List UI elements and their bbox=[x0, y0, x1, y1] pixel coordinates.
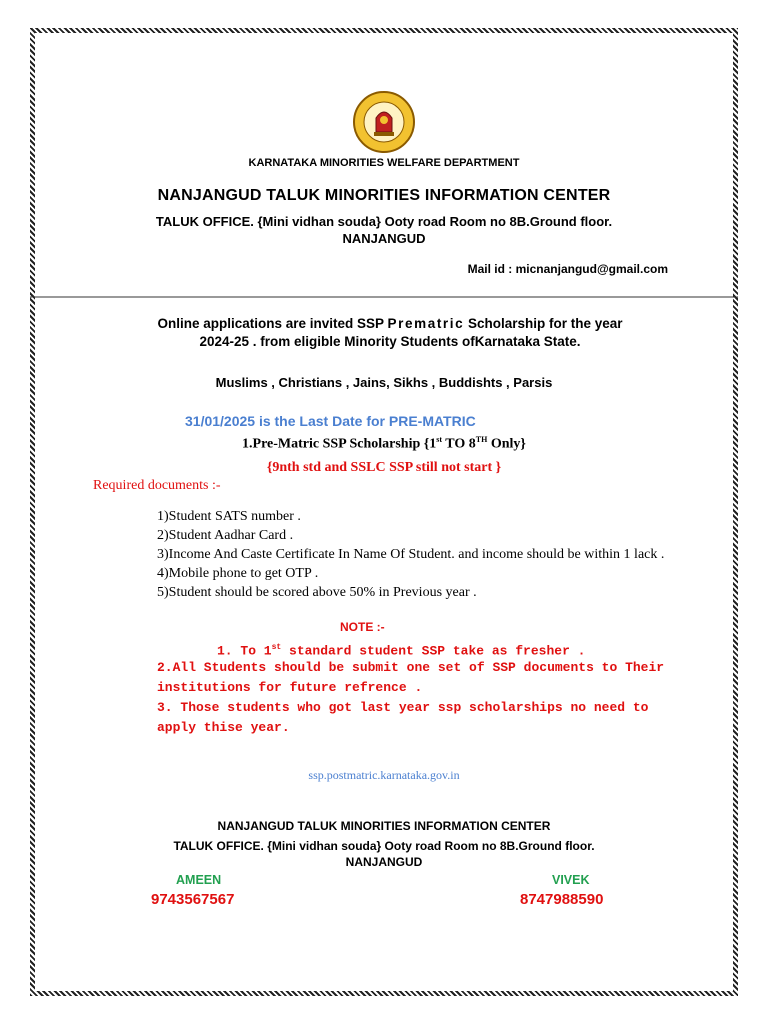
address-line-1: TALUK OFFICE. {Mini vidhan souda} Ooty road Room no 8B.Ground floor. bbox=[155, 214, 613, 229]
footer-address-line-1: TALUK OFFICE. {Mini vidhan souda} Ooty road Room no 8B.Ground floor. bbox=[173, 839, 595, 853]
note-1-text-b: standard student SSP take as fresher . bbox=[281, 643, 586, 659]
center-title: NANJANGUD TALUK MINORITIES INFORMATION CENTER bbox=[157, 187, 611, 204]
website-link[interactable]: ssp.postmatric.karnataka.gov.in bbox=[308, 768, 460, 782]
list-item: 5)Student should be scored above 50% in Previous year . bbox=[157, 585, 477, 600]
note-1-sup: st bbox=[271, 643, 282, 652]
contact-phone-vivek[interactable]: 8747988590 bbox=[520, 891, 604, 908]
contact-phone-ameen[interactable]: 9743567567 bbox=[151, 891, 235, 908]
note-heading: NOTE :- bbox=[340, 620, 385, 634]
list-item: 2)Student Aadhar Card . bbox=[157, 528, 294, 543]
contact-name-vivek: VIVEK bbox=[552, 873, 590, 887]
invite-text-prematric: Prematric bbox=[387, 316, 465, 331]
last-date-notice: 31/01/2025 is the Last Date for PRE-MATRIC bbox=[185, 413, 476, 429]
address-line-2: NANJANGUD bbox=[342, 231, 426, 246]
note-2: 2.All Students should be submit one set of SSP documents to Their institutions for future refrence . bbox=[157, 660, 665, 695]
application-invitation bbox=[140, 315, 640, 350]
eligible-communities: Muslims , Christians , Jains, Sikhs , Buddishts , Parsis bbox=[215, 375, 553, 390]
note-3: 3. Those students who got last year ssp scholarships no need to apply thise year. bbox=[157, 700, 649, 735]
list-item: 4)Mobile phone to get OTP . bbox=[157, 566, 319, 581]
list-item: 3)Income And Caste Certificate In Name Of Student. and income should be within 1 lack . bbox=[157, 547, 665, 562]
scheme-sup-2: TH bbox=[475, 435, 488, 444]
required-documents-heading: Required documents :- bbox=[93, 478, 221, 493]
footer-address-line-2: NANJANGUD bbox=[345, 855, 423, 869]
list-item: 1)Student SATS number . bbox=[157, 509, 301, 524]
invite-text-b: Scholarship for the year 2024-25 . from eligible Minority Students ofKarnataka State. bbox=[199, 316, 623, 349]
footer-address bbox=[0, 838, 768, 870]
footer-center-title: NANJANGUD TALUK MINORITIES INFORMATION CENTER bbox=[217, 819, 551, 833]
invite-text-a: Online applications are invited SSP bbox=[157, 316, 388, 331]
scheme-text-a: 1.Pre-Matric SSP Scholarship {1 bbox=[242, 436, 437, 452]
office-address bbox=[0, 213, 768, 247]
scheme-sup-1: st bbox=[436, 435, 443, 444]
required-documents-list bbox=[157, 507, 677, 602]
scheme-text-c: Only} bbox=[487, 436, 526, 452]
scheme-title bbox=[0, 435, 768, 453]
scheme-text-b: TO 8 bbox=[442, 436, 476, 452]
mail-id: Mail id : micnanjangud@gmail.com bbox=[467, 262, 668, 276]
section-divider bbox=[30, 296, 738, 298]
not-started-notice: {9nth std and SSLC SSP still not start } bbox=[266, 460, 502, 475]
department-name: KARNATAKA MINORITIES WELFARE DEPARTMENT bbox=[248, 157, 520, 169]
karnataka-emblem-icon bbox=[352, 90, 416, 154]
contact-name-ameen: AMEEN bbox=[176, 873, 222, 887]
note-1-text-a: 1. To 1 bbox=[217, 643, 272, 659]
